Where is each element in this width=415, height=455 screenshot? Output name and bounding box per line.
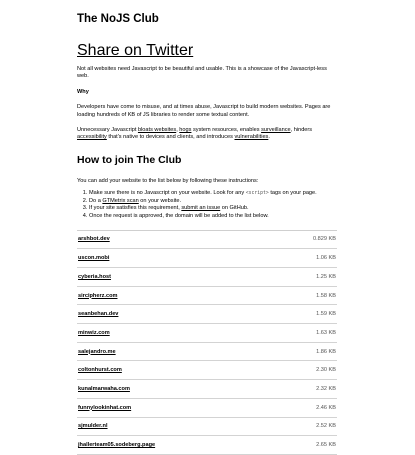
site-link[interactable]: seanbehan.dev [78,311,119,318]
site-link[interactable]: cyberia.host [78,273,111,280]
join-steps-list [77,190,337,220]
site-size: 1.86 KB [316,348,336,355]
site-size: 2.52 KB [316,423,336,430]
site-link[interactable]: coltonhurst.com [78,367,122,374]
text: on GitHub. [220,205,249,212]
text: Make sure there is no Javascript on your website. Look for any [89,190,246,197]
site-row [77,361,337,380]
site-title: The NoJS Club [77,13,159,25]
bloats-websites-link[interactable]: bloats websites [137,127,177,134]
site-row [77,268,337,287]
text: , [176,127,180,134]
site-row [77,436,337,455]
accessibility-link[interactable]: accessibility [77,134,107,141]
site-size: 1.06 KB [316,255,336,262]
site-link[interactable]: jhallerteam05.sodeberg.page [78,442,156,449]
site-row [77,380,337,399]
site-link[interactable]: kunalmarwaha.com [78,385,130,392]
step-2 [89,198,337,206]
site-size: 0.829 KB [312,236,336,243]
site-size: 2.32 KB [316,385,336,392]
join-heading: How to join The Club [77,153,182,166]
site-link[interactable]: sircipherz.com [78,292,118,299]
step-4: 4. Once the request is approved, the domain will be added to the list below. [89,213,337,221]
why-paragraph-2 [77,127,337,142]
intro-description: Not all websites need Javascript to be beautiful and usable. This is a showcase of the Javascript-less web. [77,66,327,80]
text: that's native to devices and clients, and introduces [106,134,235,141]
text: system resources, enables [191,127,262,134]
vulnerabilities-link[interactable]: vulnerabilities [234,134,269,141]
site-row [77,324,337,343]
site-list [77,230,337,455]
why-paragraph-1: Developers have come to misuse, and at times abuse, Javascript to build modern websites. Pages are loading hundreds of KB of JS libraries to render some textual content. [77,104,331,118]
share-on-twitter-link[interactable]: Share on Twitter [77,42,194,59]
text: on your website. [138,197,182,204]
site-link[interactable]: minwiz.com [78,329,110,336]
site-row [77,231,337,250]
site-link[interactable]: sjmulder.nl [78,423,108,430]
site-size: 1.59 KB [316,311,336,318]
text: Unnecessary Javascript [77,127,138,134]
text: , hinders [290,127,313,134]
site-size: 1.63 KB [316,329,336,336]
site-size: 1.58 KB [316,292,336,299]
text: If your site satisfies this requirement, [89,205,182,212]
site-link[interactable]: arshbot.dev [78,236,110,243]
site-link[interactable]: salejandro.me [78,348,116,355]
gtmetrix-scan-link[interactable]: GTMetrix scan [102,197,139,204]
text: . [268,134,270,141]
site-size: 1.25 KB [316,273,336,280]
site-row [77,287,337,306]
step-3 [89,205,337,213]
site-link[interactable]: funnylookinhat.com [78,404,132,411]
site-row [77,249,337,268]
step-1 [89,190,337,198]
site-row [77,418,337,437]
hogs-link[interactable]: hogs [179,127,192,134]
why-heading: Why [77,88,89,95]
site-size: 2.65 KB [316,442,336,449]
script-tag-code: <script> [245,191,269,197]
site-size: 2.46 KB [316,404,336,411]
text: Do a [89,197,103,204]
site-link[interactable]: uscon.mobi [78,255,110,262]
site-size: 2.30 KB [316,367,336,374]
submit-issue-link[interactable]: submit an issue [181,205,221,212]
site-row [77,305,337,324]
site-row [77,343,337,362]
text: tags on your page. [268,190,317,197]
join-intro: You can add your website to the list below by following these instructions: [77,177,259,184]
surveillance-link[interactable]: surveillance [261,127,291,134]
